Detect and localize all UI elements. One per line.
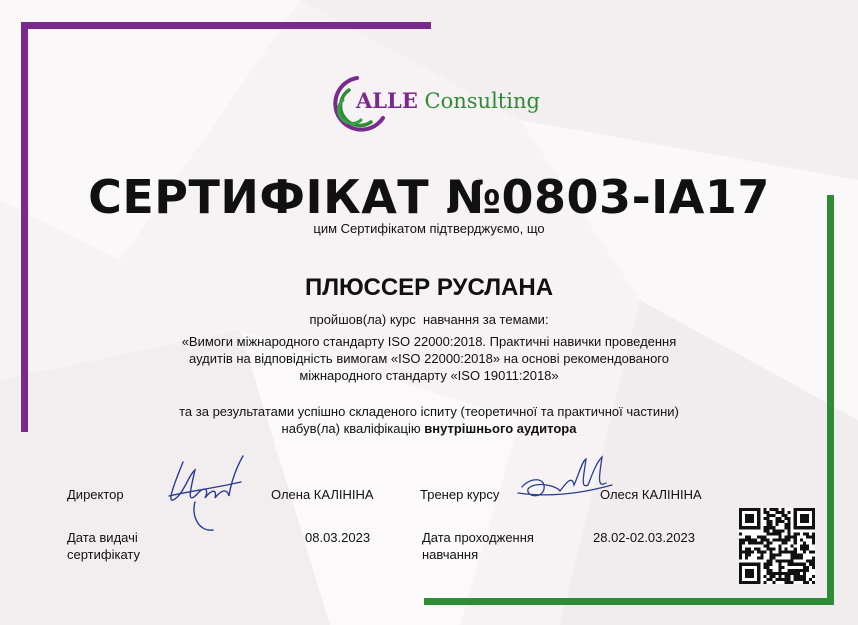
trainer-label: Тренер курсу — [420, 487, 500, 502]
frame-bottom-bar — [424, 598, 834, 605]
trainer-name: Олеся КАЛІНІНА — [600, 487, 702, 502]
course-description — [140, 333, 718, 384]
issue-date-value: 08.03.2023 — [305, 530, 371, 545]
director-label: Директор — [67, 487, 124, 502]
issue-date-label — [67, 529, 140, 563]
logo-wordmark — [356, 88, 540, 113]
director-signature — [155, 452, 255, 537]
result-line — [100, 420, 758, 437]
course-line: міжнародного стандарту «ISO 19011:2018» — [299, 368, 559, 383]
result-prefix: набув(ла) кваліфікацію — [281, 421, 425, 436]
certificate-title: СЕРТИФІКАТ №0803-IA17 — [88, 170, 770, 224]
course-line: «Вимоги міжнародного стандарту ISO 22000:2018. Практичні навички проведення — [181, 334, 677, 349]
issue-date-label-line: Дата видачі — [67, 530, 138, 545]
training-date-label-line: навчання — [422, 547, 479, 562]
training-date-label-line: Дата проходження — [422, 530, 534, 545]
training-date-label — [422, 529, 534, 563]
frame-top-bar — [21, 22, 431, 29]
director-name: Олена КАЛІНІНА — [271, 487, 374, 502]
logo-brand: ALLE — [356, 88, 418, 113]
issue-date-label-line: сертифікату — [67, 547, 140, 562]
qr-code-icon[interactable] — [739, 508, 815, 584]
qualification-title: внутрішнього аудитора — [424, 421, 577, 436]
course-line: аудитів на відповідність вимогам «ISO 22000:2018» на основі рекомендованого — [189, 351, 669, 366]
certificate-subtitle: цим Сертифікатом підтверджуємо, що — [313, 221, 545, 236]
frame-right-bar — [827, 195, 834, 605]
training-date-value: 28.02-02.03.2023 — [593, 530, 695, 545]
completed-course-text: пройшов(ла) курс навчання за темами: — [309, 312, 549, 327]
result-line: та за результатами успішно складеного іспиту (теоретичної та практичної частини) — [179, 404, 679, 419]
logo-sub: Consulting — [424, 89, 540, 113]
recipient-name: ПЛЮССЕР РУСЛАНА — [304, 274, 554, 301]
qualification-text — [100, 403, 758, 437]
